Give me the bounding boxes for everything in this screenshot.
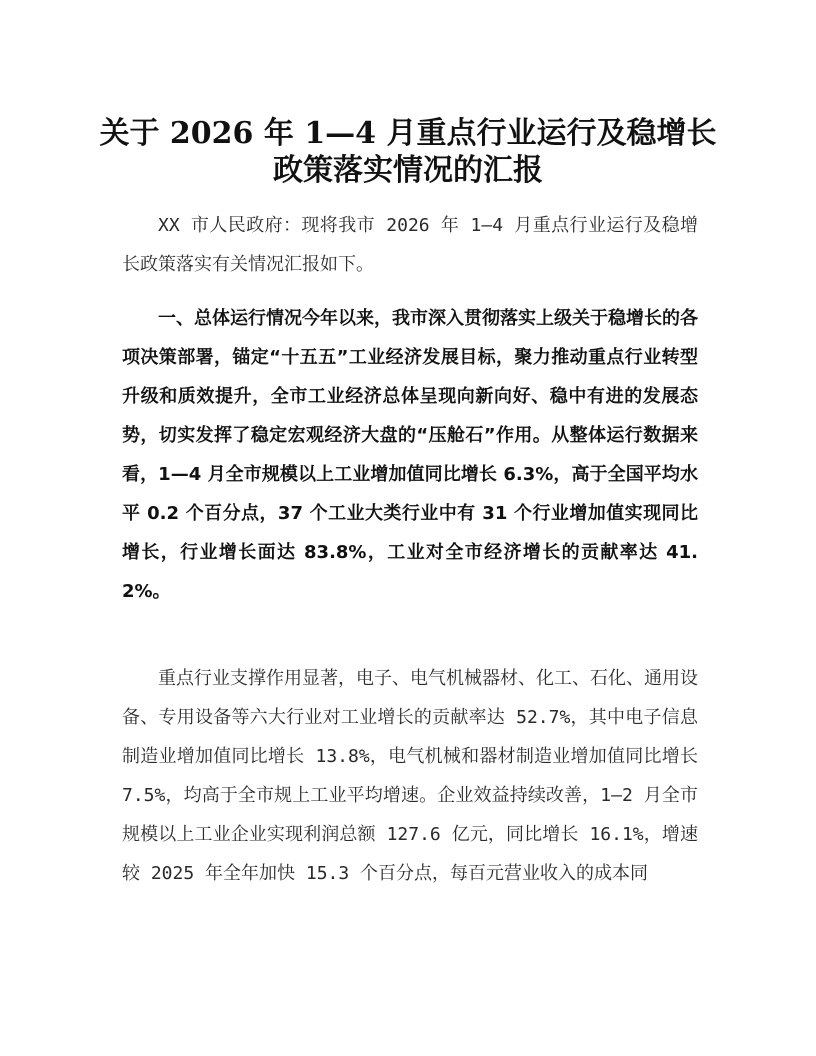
- key-industries-paragraph: 重点行业支撑作用显著，电子、电气机械器材、化工、石化、通用设备、专用设备等六大行业对工业增长的贡献率达 52.7%，其中电子信息制造业增加值同比增长 13.8%，电气机械和器材制造业增加值同比增长 7.5%，均高于全市规上工业平均增速。企业效益持续改善，1—2 月全市规模以上工业企业实现利润总额 127.6 亿元，同比增长 16.1%，增速较 2025 年全年加快 15.3 个百分点，每百元营业收入的成本同: [122, 668, 698, 884]
- document-title-line-2: 政策落实情况的汇报: [273, 153, 543, 188]
- overall-operation-paragraph: 一、总体运行情况今年以来，我市深入贯彻落实上级关于稳增长的各项决策部署，锚定“十五五”工业经济发展目标，聚力推动重点行业转型升级和质效提升，全市工业经济总体呈现向新向好、稳中有进的发展态势，切实发挥了稳定宏观经济大盘的“压舱石”作用。从整体运行数据来看，1—4 月全市规模以上工业增加值同比增长 6.3%，高于全国平均水平 0.2 个百分点，37 个工业大类行业中有 31 个行业增加值实现同比增长，行业增长面达 83.8%，工业对全市经济增长的贡献率达 41.2%。: [122, 308, 698, 602]
- document-title-line-1: 关于 2026 年 1—4 月重点行业运行及稳增长: [99, 116, 717, 151]
- salutation-paragraph: XX 市人民政府：现将我市 2026 年 1—4 月重点行业运行及稳增长政策落实有关情况汇报如下。: [122, 215, 698, 275]
